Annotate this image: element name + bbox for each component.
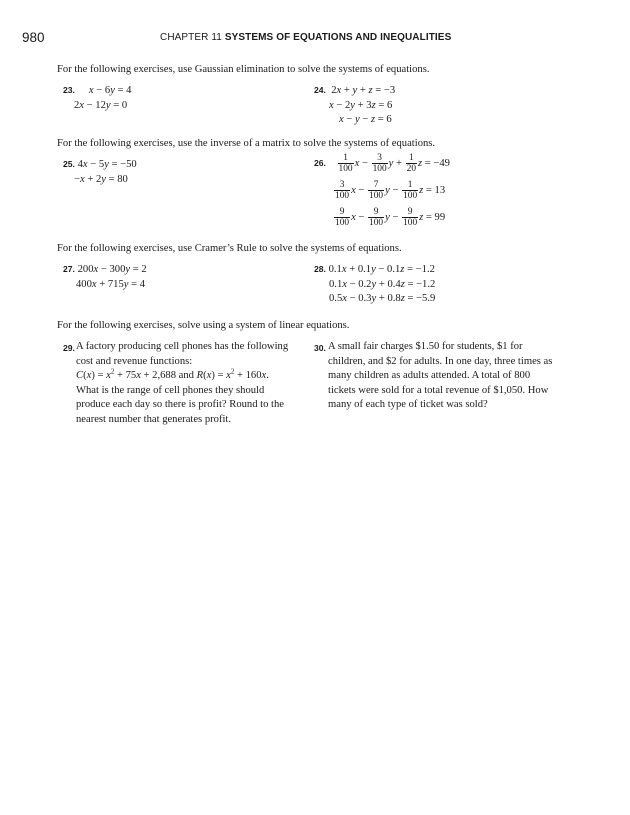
exercise-number: 30. [314,343,326,353]
exercise-number: 23. [63,85,75,95]
exercise-30 [314,340,558,413]
exercise-23: 23. x − 6y = 4 2x − 12y = 0 [63,85,132,111]
exercise-29: 29. A factory producing cell phones has the following cost and revenue functions: $C(x) = x^2 + 75x + 2,688$ and $R(x) = x^2 + 160x$. What is the range of cell phones they should produce each day so there is profit? Round to the nearest number that generates profit. [63,340,299,427]
chapter-title: SYSTEMS OF EQUATIONS AND INEQUALITIES [224,32,452,43]
exercise-29-text-2: What is the range of cell phones they should produce each day so there is profit? Round to the nearest number that generates profit. [76,384,284,425]
exercise-28: 28. 0.1x + 0.1y − 0.1z = −1.2 0.1x − 0.2y + 0.4z = −1.2 0.5x − 0.3y + 0.8z = −5.9 [314,264,436,304]
page-number: 980 [22,30,45,45]
page-header [22,30,608,46]
instruction-cramer: For the following exercises, use Cramer’s Rule to solve the systems of equations. [57,243,402,254]
exercise-number: 26. [314,158,326,168]
exercise-30-text: A small fair charges $1.50 for students, $1 for children, and $2 for adults. In one day, three times as many children as adults attended. A total of 800 tickets were sold for a total revenue of $1,050. How many of each type of ticket was sold? [328,341,553,410]
exercise-27: 27. 200x − 300y = 2 400x + 715y = 4 [63,264,147,290]
exercise-24: 24. 2x + y + z = −3 x − 2y + 3z = 6 x − y − z = 6 [314,85,396,125]
exercise-26: 26. $\frac{1}{100}$ x − $\frac{3}{100}$ y + $\frac{1}{20}$ z = −49 $\frac{3}{100}$ x − $\frac{7}{100}$ y − $\frac{1}{100}$ z = 13 $\frac{9}{100}$ x − $\frac{9}{100}$ y − $\frac{9}{100}$ z = 99 [314,153,450,229]
exercise-number: 28. [314,264,326,274]
exercise-number: 25. [63,159,75,169]
exercise-number: 27. [63,264,75,274]
exercise-25: 25. 4x − 5y = −50 −x + 2y = 80 [63,159,137,185]
instruction-gaussian: For the following exercises, use Gaussian elimination to solve the systems of equations. [57,64,430,75]
chapter-heading [160,32,451,43]
exercise-number: 24. [314,85,326,95]
exercise-29-text-1: A factory producing cell phones has the following cost and revenue functions: [76,341,289,367]
instruction-inverse: For the following exercises, use the inverse of a matrix to solve the systems of equations. [57,138,436,149]
chapter-label: CHAPTER 11 [160,32,222,43]
instruction-linear: For the following exercises, solve using a system of linear equations. [57,320,350,331]
exercise-number: 29. [63,343,75,353]
